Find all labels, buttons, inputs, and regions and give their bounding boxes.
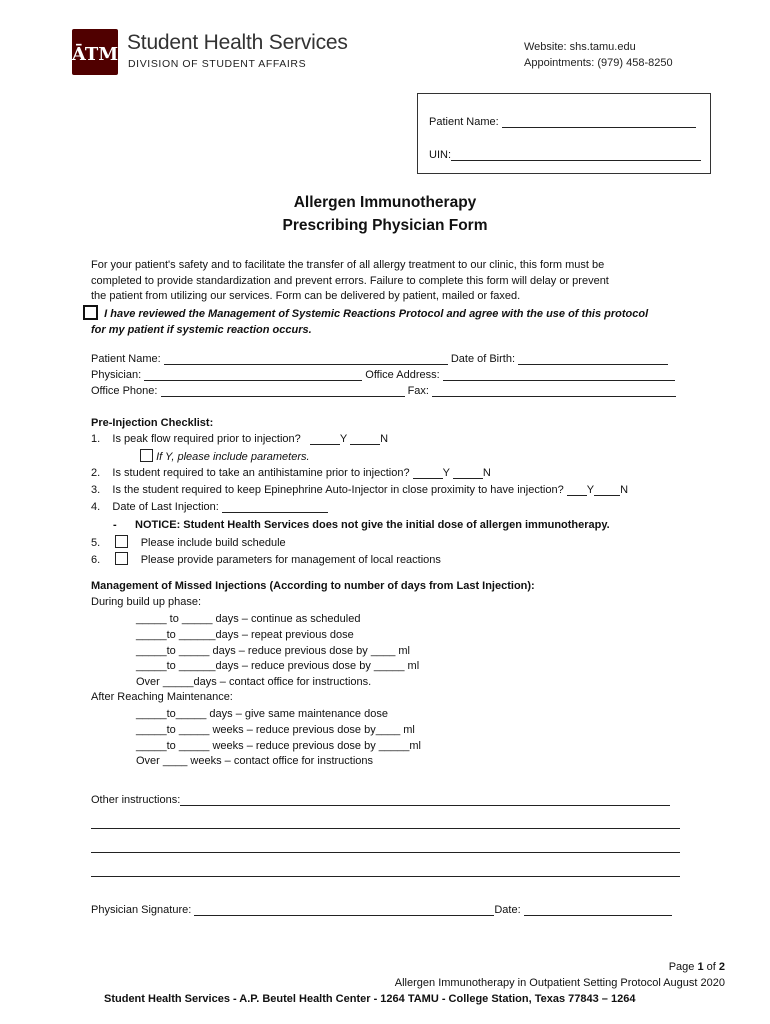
buildup-list bbox=[136, 612, 419, 691]
appointments-text: Appointments: (979) 458-8250 bbox=[524, 57, 673, 69]
checklist-item-5: 5. Please include build schedule bbox=[91, 537, 286, 549]
phone-fax-row bbox=[91, 385, 676, 397]
instructions-line[interactable] bbox=[91, 852, 680, 853]
buildup-item: Over _____days – contact office for instructions. bbox=[136, 676, 372, 689]
buildup-item: _____ to _____ days – continue as scheduled bbox=[136, 613, 361, 625]
form-title-line1: Allergen Immunotherapy bbox=[293, 194, 477, 211]
maintenance-label: After Reaching Maintenance: bbox=[91, 691, 233, 703]
agreement-line bbox=[83, 305, 691, 323]
address-footer: Student Health Services - A.P. Beutel Health Center - 1264 TAMU - College Station, Texas 77843 – 1264 bbox=[104, 993, 636, 1005]
office-phone-label: Office Phone: bbox=[91, 385, 158, 397]
physician-label: Physician: bbox=[91, 369, 142, 381]
q3-yes-field[interactable] bbox=[567, 484, 587, 496]
uin-label: UIN: bbox=[429, 149, 451, 161]
dob-label: Date of Birth: bbox=[450, 353, 516, 365]
patient-name-label: Patient Name: bbox=[429, 116, 499, 128]
q1-no-field[interactable] bbox=[350, 433, 380, 445]
intro-line: the patient from utilizing our services. Form can be delivered by patient, mailed or faxed. bbox=[91, 290, 521, 303]
notice-row: - NOTICE: Student Health Services does not give the initial dose of allergen immunotherapy. bbox=[113, 519, 610, 531]
intro-line: completed to provide standardization and prevent errors. Failure to complete this form will delay or prevent bbox=[91, 274, 609, 287]
logo-text: ĀTM bbox=[72, 44, 118, 65]
patient-name-field[interactable] bbox=[502, 116, 696, 128]
checklist-item-3: 3. Is the student required to keep Epinephrine Auto-Injector in close proximity to have injection? Y N bbox=[91, 484, 629, 496]
checklist-item-4: 4. Date of Last Injection: bbox=[91, 501, 328, 513]
patient-name-row bbox=[429, 116, 696, 128]
website-text: Website: shs.tamu.edu bbox=[524, 41, 636, 53]
other-instructions-input[interactable] bbox=[180, 794, 670, 806]
q1-note-row bbox=[140, 449, 310, 463]
q1-yes-field[interactable] bbox=[310, 433, 340, 445]
fax-input[interactable] bbox=[432, 385, 676, 397]
instructions-line[interactable] bbox=[91, 876, 680, 877]
maintenance-item: Over ____ weeks – contact office for instructions bbox=[136, 755, 374, 768]
q3-no-field[interactable] bbox=[594, 484, 620, 496]
last-injection-date-field[interactable] bbox=[222, 501, 328, 513]
agreement-text-cont: for my patient if systemic reaction occurs. bbox=[91, 323, 312, 336]
checklist-item-2: 2. Is student required to take an antihistamine prior to injection? Y N bbox=[91, 467, 491, 479]
other-instructions-label: Other instructions: bbox=[91, 794, 181, 806]
maintenance-item: _____to _____ weeks – reduce previous dose by____ ml bbox=[136, 723, 415, 736]
local-reactions-checkbox[interactable] bbox=[115, 552, 128, 565]
signature-input[interactable] bbox=[194, 904, 494, 916]
buildup-item: _____to _____ days – reduce previous dose by ____ ml bbox=[136, 644, 410, 657]
page-indicator: Page 1 of 2 bbox=[668, 961, 725, 973]
build-schedule-checkbox[interactable] bbox=[115, 535, 128, 548]
q1-note: If Y, please include parameters. bbox=[156, 451, 310, 463]
signature-label: Physician Signature: bbox=[91, 904, 192, 916]
office-address-input[interactable] bbox=[443, 369, 675, 381]
org-title: Student Health Services bbox=[127, 31, 348, 54]
patient-name-dob-row bbox=[91, 353, 668, 365]
contact-info bbox=[524, 39, 673, 71]
intro-paragraph bbox=[91, 258, 691, 339]
buildup-label: During build up phase: bbox=[91, 596, 202, 608]
q2-yes-field[interactable] bbox=[413, 467, 443, 479]
maintenance-list bbox=[136, 707, 421, 770]
buildup-item: _____to ______days – repeat previous dose bbox=[136, 628, 354, 641]
signature-date-input[interactable] bbox=[524, 904, 672, 916]
instructions-line[interactable] bbox=[91, 828, 680, 829]
uin-field[interactable] bbox=[451, 149, 701, 161]
dob-input[interactable] bbox=[518, 353, 668, 365]
patient-name-label: Patient Name: bbox=[91, 353, 161, 365]
office-phone-input[interactable] bbox=[161, 385, 405, 397]
agreement-checkbox[interactable] bbox=[83, 305, 98, 320]
intro-line: For your patient's safety and to facilitate the transfer of all allergy treatment to our clinic, this form must be bbox=[91, 259, 605, 271]
agreement-text: I have reviewed the Management of Systemic Reactions Protocol and agree with the use of this protocol bbox=[104, 308, 649, 321]
uin-row bbox=[429, 149, 701, 161]
q2-no-field[interactable] bbox=[453, 467, 483, 479]
org-subtitle: DIVISION OF STUDENT AFFAIRS bbox=[128, 58, 307, 70]
missed-heading: Management of Missed Injections (According to number of days from Last Injection): bbox=[91, 580, 535, 592]
physician-address-row bbox=[91, 369, 675, 381]
checklist-heading: Pre-Injection Checklist: bbox=[91, 417, 214, 429]
form-title-line2: Prescribing Physician Form bbox=[282, 217, 488, 234]
checklist-item-1: 1. Is peak flow required prior to injection? Y N bbox=[91, 433, 389, 445]
checklist-item-6: 6. Please provide parameters for management of local reactions bbox=[91, 554, 441, 566]
buildup-item: _____to ______days – reduce previous dose by _____ ml bbox=[136, 660, 420, 673]
maintenance-item: _____to _____ weeks – reduce previous dose by _____ml bbox=[136, 739, 421, 752]
other-instructions-row bbox=[91, 794, 670, 806]
office-address-label: Office Address: bbox=[365, 369, 440, 381]
signature-date-label: Date: bbox=[494, 904, 521, 916]
physician-input[interactable] bbox=[144, 369, 362, 381]
patient-info-box bbox=[417, 93, 711, 174]
protocol-footer: Allergen Immunotherapy in Outpatient Setting Protocol August 2020 bbox=[394, 977, 725, 989]
q1-parameters-checkbox[interactable] bbox=[140, 449, 153, 462]
atm-logo-icon bbox=[72, 29, 118, 75]
notice-text: NOTICE: Student Health Services does not give the initial dose of allergen immunotherapy. bbox=[135, 519, 610, 531]
signature-row bbox=[91, 904, 672, 916]
maintenance-item: _____to_____ days – give same maintenance dose bbox=[136, 708, 388, 720]
patient-name-input[interactable] bbox=[164, 353, 448, 365]
tamu-logo bbox=[72, 29, 118, 75]
fax-label: Fax: bbox=[407, 385, 429, 397]
